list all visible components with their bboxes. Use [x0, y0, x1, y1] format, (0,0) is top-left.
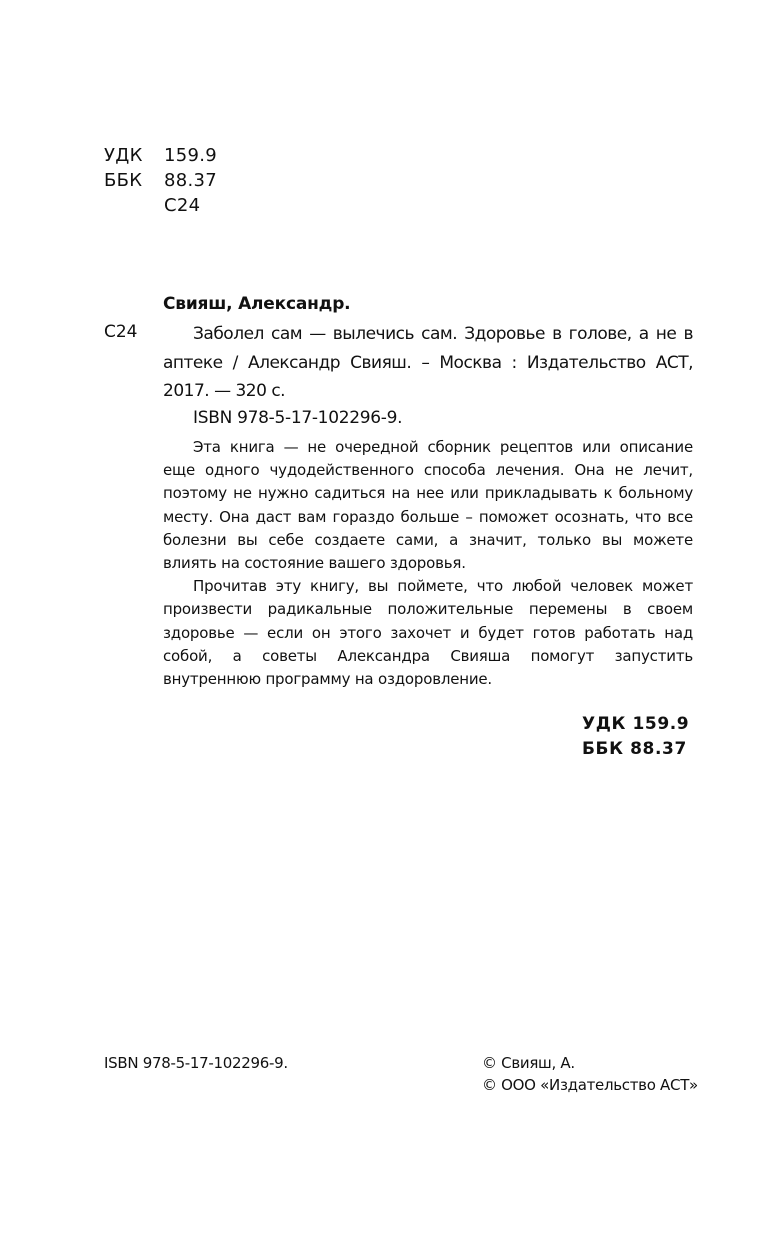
record-isbn: ISBN 978-5-17-102296-9.: [193, 408, 403, 428]
annotation-paragraph-1: Эта книга — не очередной сборник рецептов или описание еще одного чудодейственного способа лечения. Она не лечит, поэтому не нужно садиться на нее или прикладывать к больному месту. Она даст вам гораздо больше – поможет осознать, что все болезни вы себе создаете сами, а значит, только вы можете влиять на состояние вашего здоровья.: [163, 438, 693, 573]
bbk-row: [104, 168, 217, 193]
udk-value: 159.9: [164, 145, 218, 166]
classification-block-bottom: [582, 712, 689, 762]
annotation: [163, 436, 693, 691]
footer-isbn: ISBN 978-5-17-102296-9.: [104, 1054, 288, 1072]
bbk-label: ББК: [104, 170, 143, 191]
author-code: С24: [164, 195, 201, 216]
record-author-code: С24: [104, 322, 138, 342]
bibliographic-description: [163, 320, 693, 406]
bbk-value: 88.37: [164, 170, 218, 191]
copyright-author: © Свияш, А.: [482, 1054, 575, 1072]
annotation-paragraph-2: Прочитав эту книгу, вы поймете, что любой человек может произвести радикальные положительные перемены в своем здоровье — если он этого захочет и будет готов работать над собой, а советы Александра Свияша помогут запустить внутреннюю программу на оздоровление.: [163, 577, 693, 689]
classification-block-top: [104, 143, 217, 218]
bbk-bottom: ББК 88.37: [582, 739, 687, 759]
udk-bottom: УДК 159.9: [582, 714, 690, 734]
copyright-publisher: © ООО «Издательство АСТ»: [482, 1076, 698, 1094]
udk-label: УДК: [104, 145, 143, 166]
author-code-row: [104, 193, 217, 218]
copyright-block: [482, 1052, 698, 1096]
record-author: Свияш, Александр.: [163, 294, 351, 314]
title-statement: Заболел сам — вылечись сам. Здоровье в голове, а не в аптеке / Александр Свияш. – Москва : Издательство АСТ, 2017. — 320 с.: [163, 324, 693, 401]
udk-row: [104, 143, 217, 168]
